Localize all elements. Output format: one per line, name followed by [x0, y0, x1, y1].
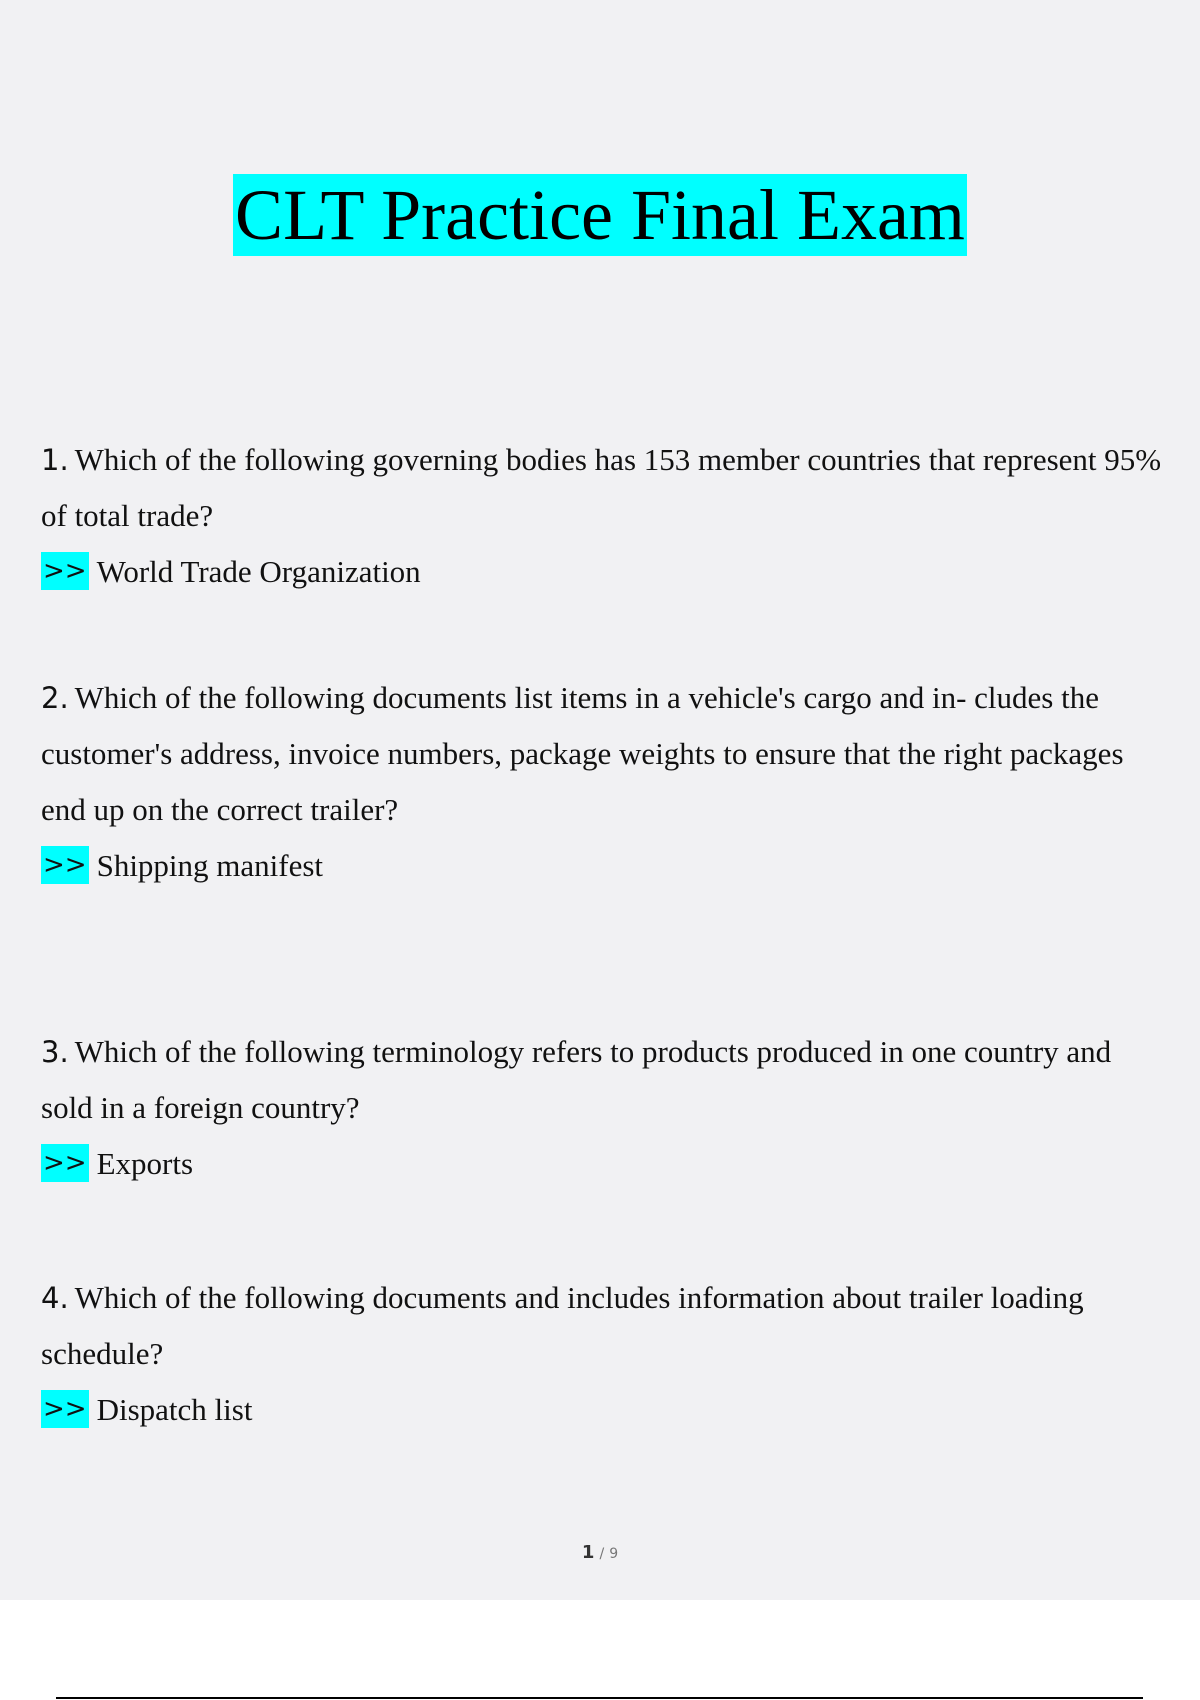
question-text: [41, 1024, 1166, 1136]
answer-marker: >>: [41, 552, 89, 590]
answer-text: Shipping manifest: [96, 848, 324, 883]
question-body: Which of the following documents and includes information about trailer loading schedule?: [41, 1280, 1084, 1371]
answer-marker: >>: [41, 1390, 89, 1428]
question-body: Which of the following governing bodies has 153 member countries that represent 95% of total trade?: [41, 442, 1162, 533]
total-pages: 9: [609, 1546, 619, 1562]
question-text: [41, 670, 1166, 838]
page-title: CLT Practice Final Exam: [235, 175, 965, 255]
question-number: 2.: [41, 681, 69, 715]
question-body: Which of the following terminology refers to products produced in one country and sold in a foreign country?: [41, 1034, 1112, 1125]
question-text: [41, 1270, 1166, 1382]
question-4: [41, 1270, 1166, 1438]
answer-text: World Trade Organization: [96, 554, 421, 589]
question-text: [41, 432, 1166, 544]
question-1: [41, 432, 1166, 600]
page-separator: /: [599, 1546, 605, 1562]
current-page-number: 1: [581, 1542, 595, 1563]
question-number: 3.: [41, 1035, 69, 1069]
question-3: [41, 1024, 1166, 1192]
answer-marker: >>: [41, 1144, 89, 1182]
answer: [41, 1382, 1166, 1438]
answer-text: Exports: [96, 1146, 194, 1181]
title-container: [0, 174, 1200, 256]
answer: [41, 1136, 1166, 1192]
answer: [41, 838, 1166, 894]
horizontal-divider: [56, 1697, 1143, 1699]
answer-marker: >>: [41, 846, 89, 884]
question-body: Which of the following documents list items in a vehicle's cargo and in- cludes the customer's address, invoice numbers, package weights to ensure that the right packages end up on the correct trailer?: [41, 680, 1124, 827]
answer: [41, 544, 1166, 600]
question-number: 4.: [41, 1281, 69, 1315]
question-number: 1.: [41, 443, 69, 477]
page-indicator: [0, 1542, 1200, 1563]
answer-text: Dispatch list: [96, 1392, 253, 1427]
question-2: [41, 670, 1166, 894]
